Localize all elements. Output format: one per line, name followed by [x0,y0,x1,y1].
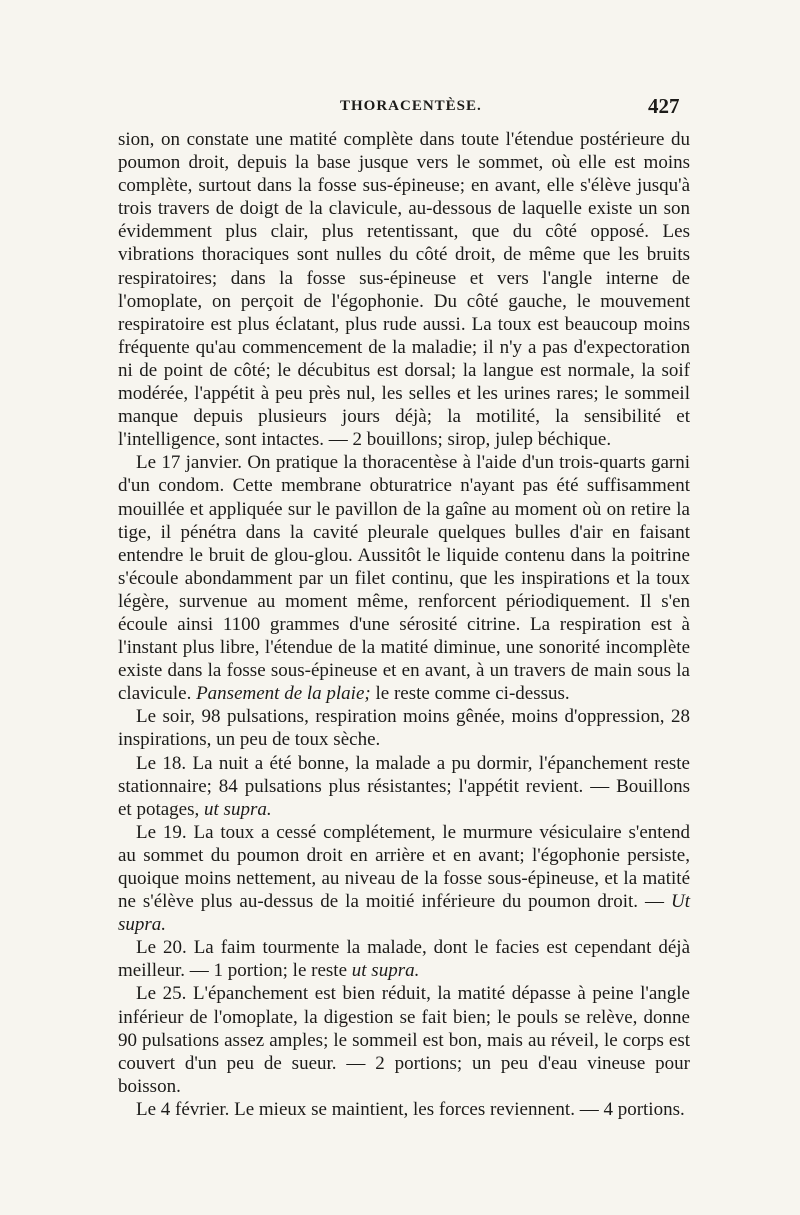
paragraph [118,1098,690,1121]
paragraph-italic: ut supra. [204,798,272,820]
paragraph [118,936,690,982]
paragraph-text: sion, on constate une matité complète dans toute l'étendue postérieure du poumon droit, depuis la base jusque vers le sommet, où elle est moins complète, surtout dans la fosse sus-épineuse; en avant, elle s'élève jusqu'à trois travers de doigt de la clavicule, au-dessous de laquelle existe un son évidemment plus clair, plus retentissant, que du côté opposé. Les vibrations thoraciques sont nulles du côté droit, de même que les bruits respiratoires; dans la fosse sus-épineuse et vers l'angle interne de l'omoplate, on perçoit de l'égophonie. Du côté gauche, le mouvement respiratoire est plus éclatant, plus rude aussi. La toux est beaucoup moins fréquente qu'au commencement de la maladie; il n'y a pas d'expectoration ni de point de côté; le décubitus est dorsal; la langue est normale, la soif modérée, l'appétit à peu près nul, les selles et les urines rares; le sommeil manque depuis plusieurs jours déjà; la motilité, la sensibilité et l'intelligence, sont intactes. — 2 bouillons; sirop, julep béchique. [118,129,690,451]
paragraph-text: Le 4 février. Le mieux se maintient, les forces reviennent. — 4 portions. [136,1098,685,1120]
page-number: 427 [648,94,680,118]
body-text [118,128,690,1121]
paragraph-text: Le 17 janvier. On pratique la thoracentèse à l'aide d'un trois-quarts garni d'un condom. Cette membrane obturatrice n'ayant pas été suffisamment mouillée et appliquée sur le pavillon de la gaîne au moment où on retire la tige, il pénétra dans la cavité pleurale quelques bulles d'air en faisant entendre le bruit de glou-glou. Aussitôt le liquide contenu dans la poitrine s'écoule abondamment par un filet continu, que les inspirations et la toux légère, survenue au moment même, renforcent périodiquement. Il s'en écoule ainsi 1100 grammes d'une sérosité citrine. La respiration est à l'instant plus libre, l'étendue de la matité diminue, une sonorité incomplète existe dans la fosse sous-épineuse et en avant, à un travers de main sous la clavicule. [118,452,690,705]
paragraph [118,128,690,451]
paragraph-text: Le 20. La faim tourmente la malade, dont le facies est cependant déjà meilleur. — 1 portion; le reste [118,937,690,982]
paragraph-text-end: le reste comme ci-dessus. [370,683,570,705]
paragraph-text: Le 25. L'épanchement est bien réduit, la matité dépasse à peine l'angle inférieur de l'omoplate, la digestion se fait bien; le pouls se relève, donne 90 pulsations assez amples; le sommeil est bon, mais au réveil, le corps est couvert d'un peu de sueur. — 2 portions; un peu d'eau vineuse pour boisson. [118,983,690,1097]
running-title: THORACENTÈSE. [340,98,482,114]
paragraph-text: Le 19. La toux a cessé complétement, le murmure vésiculaire s'entend au sommet du poumon droit en arrière et en avant; l'égophonie persiste, quoique moins nettement, au niveau de la fosse sous-épineuse, et la matité ne s'élève plus au-dessus de la moitié inférieure du poumon droit. — [118,821,690,913]
running-head [0,94,800,128]
paragraph [118,821,690,936]
paragraph [118,451,690,705]
paragraph [118,752,690,821]
paragraph-italic: Ut supra. [118,891,690,936]
paragraph-text: Le soir, 98 pulsations, respiration moins gênée, moins d'oppression, 28 inspirations, un peu de toux sèche. [118,706,690,751]
paragraph [118,982,690,1097]
paragraph-italic: ut supra. [351,960,420,982]
paragraph-italic: Pansement de la plaie; [196,683,371,705]
paragraph [118,705,690,751]
paragraph-text: Le 18. La nuit a été bonne, la malade a pu dormir, l'épanchement reste stationnaire; 84 pulsations plus résistantes; l'appétit revient. — Bouillons et potages, [118,752,690,820]
